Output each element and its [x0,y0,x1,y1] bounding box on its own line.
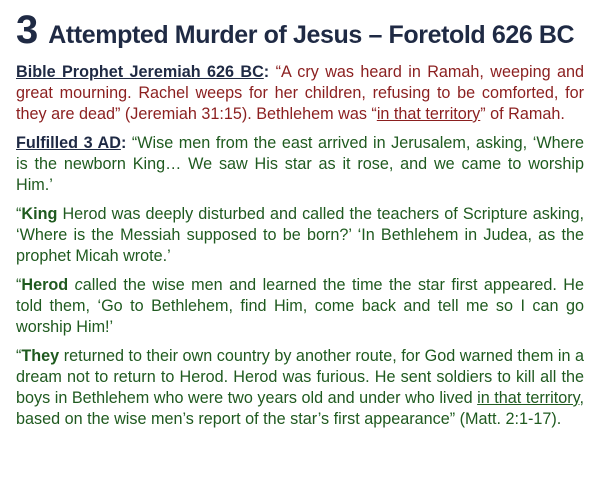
page-title [16,10,584,50]
p3-open-quote: “ [16,205,22,223]
fulfilled-label: Fulfilled 3 AD [16,134,121,152]
prophecy-label-colon: : [263,63,270,81]
prophecy-text-a: “A cry was heard in Ramah, weeping and great mourning. Rachel weeps for her children, refusing to be comforted, for they are dead” (Jeremiah 31:15). Bethlehem was “ [16,63,584,123]
prophecy-text-b: ” of Ramah. [480,105,565,123]
p5-text-b: , based on the wise men’s report of the star’s first appearance” (Matt. 2:1-17). [16,389,584,428]
p4-italic: c [68,276,83,294]
prophecy-label: Bible Prophet Jeremiah 626 BC [16,63,264,81]
they-returned-paragraph [16,346,584,430]
prophecy-paragraph [16,62,584,125]
prophecy-underlined: in that territory [376,105,481,123]
title-text: Attempted Murder of Jesus – Foretold 626 BC [48,21,575,49]
p5-bold: They [21,347,60,365]
p4-open-quote: “ [16,276,22,294]
p4-bold: Herod [21,276,69,294]
fulfilled-text: “Wise men from the east arrived in Jerusalem, asking, ‘Where is the newborn King… We saw His star as it rose, and we came to worship Him.’ [16,134,584,194]
king-herod-paragraph [16,204,584,267]
title-number: 3 [16,8,39,52]
fulfilled-paragraph [16,133,584,196]
p3-bold: King [21,205,58,223]
herod-paragraph [16,275,584,338]
p5-underlined: in that territory [477,389,580,407]
p3-text: Herod was deeply disturbed and called the teachers of Scripture asking, ‘Where is the Messiah supposed to be born?’ ‘In Bethlehem in Judea, as the prophet Micah wrote.’ [16,205,584,265]
p4-text: alled the wise men and learned the time the star first appeared. He told them, ‘Go to Bethlehem, find Him, come back and tell me so I can go worship Him!’ [16,276,584,336]
fulfilled-label-colon: : [120,134,127,152]
p5-open-quote: “ [16,347,22,365]
p5-text-a: returned to their own country by another route, for God warned them in a dream not to return to Herod. Herod was furious. He sent soldiers to kill all the boys in Bethlehem who were two years old and under who lived [16,347,584,407]
